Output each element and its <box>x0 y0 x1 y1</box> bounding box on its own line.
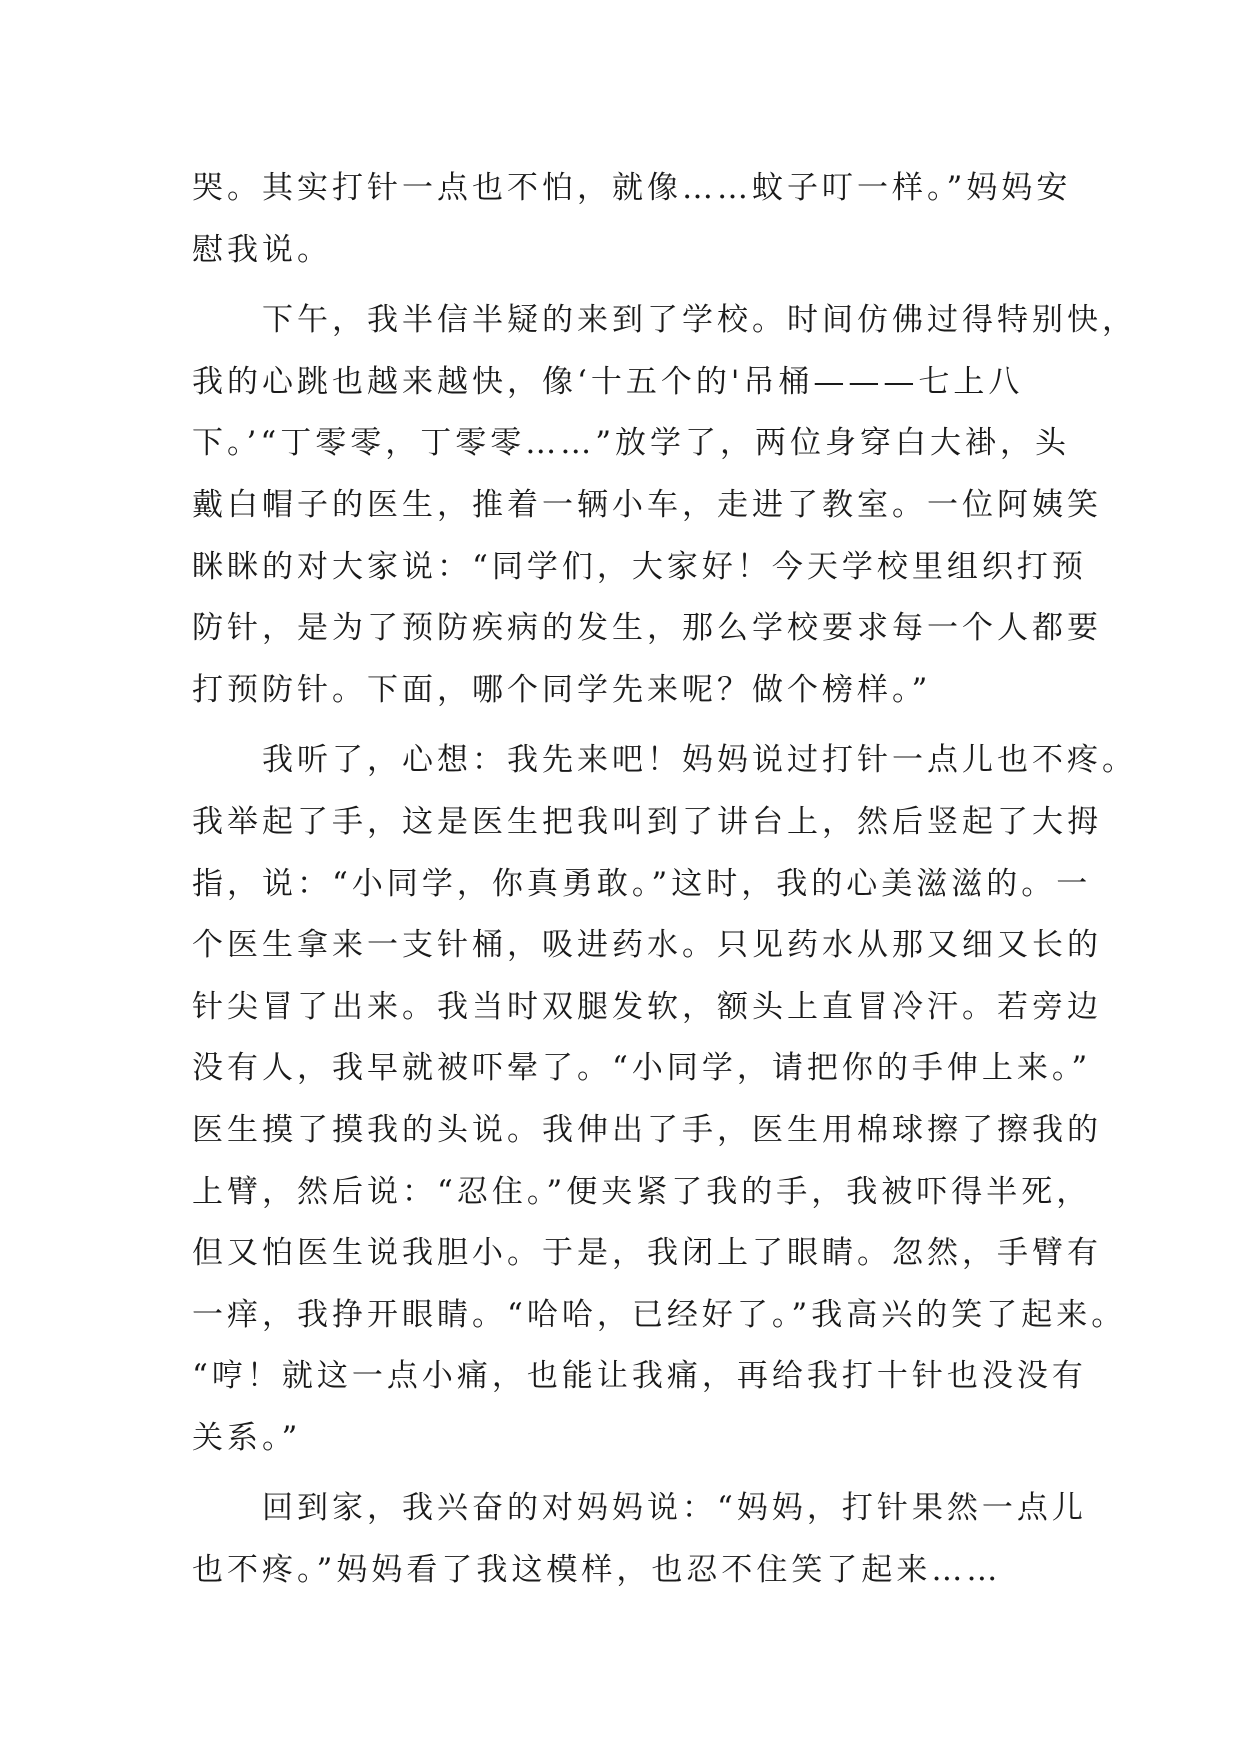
text-line: 针尖冒了出来。我当时双腿发软，额头上直冒冷汗。若旁边 <box>192 988 1102 1025</box>
text-line: 防针，是为了预防疾病的发生，那么学校要求每一个人都要 <box>192 610 1102 647</box>
text-line: 下。’“丁零零，丁零零……”放学了，两位身穿白大褂，头 <box>192 425 1071 462</box>
text-line: 没有人，我早就被吓晕了。“小同学，请把你的手伸上来。” <box>192 1050 1092 1087</box>
text-line: 医生摸了摸我的头说。我伸出了手，医生用棉球擦了擦我的 <box>192 1111 1102 1148</box>
text-line: 关系。” <box>192 1419 302 1456</box>
text-line: 慰我说。 <box>192 231 332 268</box>
text-line: 我举起了手，这是医生把我叫到了讲台上，然后竖起了大拇 <box>192 803 1102 840</box>
text-line: 我的心跳也越来越快，像‘十五个的'吊桶———七上八 <box>192 363 1024 400</box>
text-line: “哼！就这一点小痛，也能让我痛，再给我打十针也没没有 <box>192 1358 1087 1395</box>
text-line: 指，说：“小同学，你真勇敢。”这时，我的心美滋滋的。一 <box>192 865 1092 902</box>
text-line: 回到家，我兴奋的对妈妈说：“妈妈，打针果然一点儿 <box>192 1490 1087 1527</box>
text-line: 眯眯的对大家说：“同学们，大家好！今天学校里组织打预 <box>192 548 1087 585</box>
essay-body <box>192 158 1137 1602</box>
text-line: 也不疼。”妈妈看了我这模样，也忍不住笑了起来…… <box>192 1552 1002 1589</box>
text-line: 上臂，然后说：“忍住。”便夹紧了我的手，我被吓得半死， <box>192 1173 1092 1210</box>
paragraph-gap <box>192 281 1062 290</box>
paragraph-gap <box>192 1469 1062 1478</box>
text-line: 戴白帽子的医生，推着一辆小车，走进了教室。一位阿姨笑 <box>192 486 1102 523</box>
text-line: 打预防针。下面，哪个同学先来呢？做个榜样。” <box>192 671 932 708</box>
text-line: 一痒，我挣开眼睛。“哈哈，已经好了。”我高兴的笑了起来。 <box>192 1296 1127 1333</box>
paragraph-gap <box>192 721 1062 730</box>
text-line: 我听了，心想：我先来吧！妈妈说过打针一点儿也不疼。 <box>192 742 1137 779</box>
text-line: 哭。其实打针一点也不怕，就像……蚊子叮一样。”妈妈安 <box>192 170 1072 206</box>
text-line: 下午，我半信半疑的来到了学校。时间仿佛过得特别快， <box>192 302 1137 339</box>
text-line: 个医生拿来一支针桶，吸进药水。只见药水从那又细又长的 <box>192 927 1102 964</box>
text-line: 但又怕医生说我胆小。于是，我闭上了眼睛。忽然，手臂有 <box>192 1235 1102 1272</box>
